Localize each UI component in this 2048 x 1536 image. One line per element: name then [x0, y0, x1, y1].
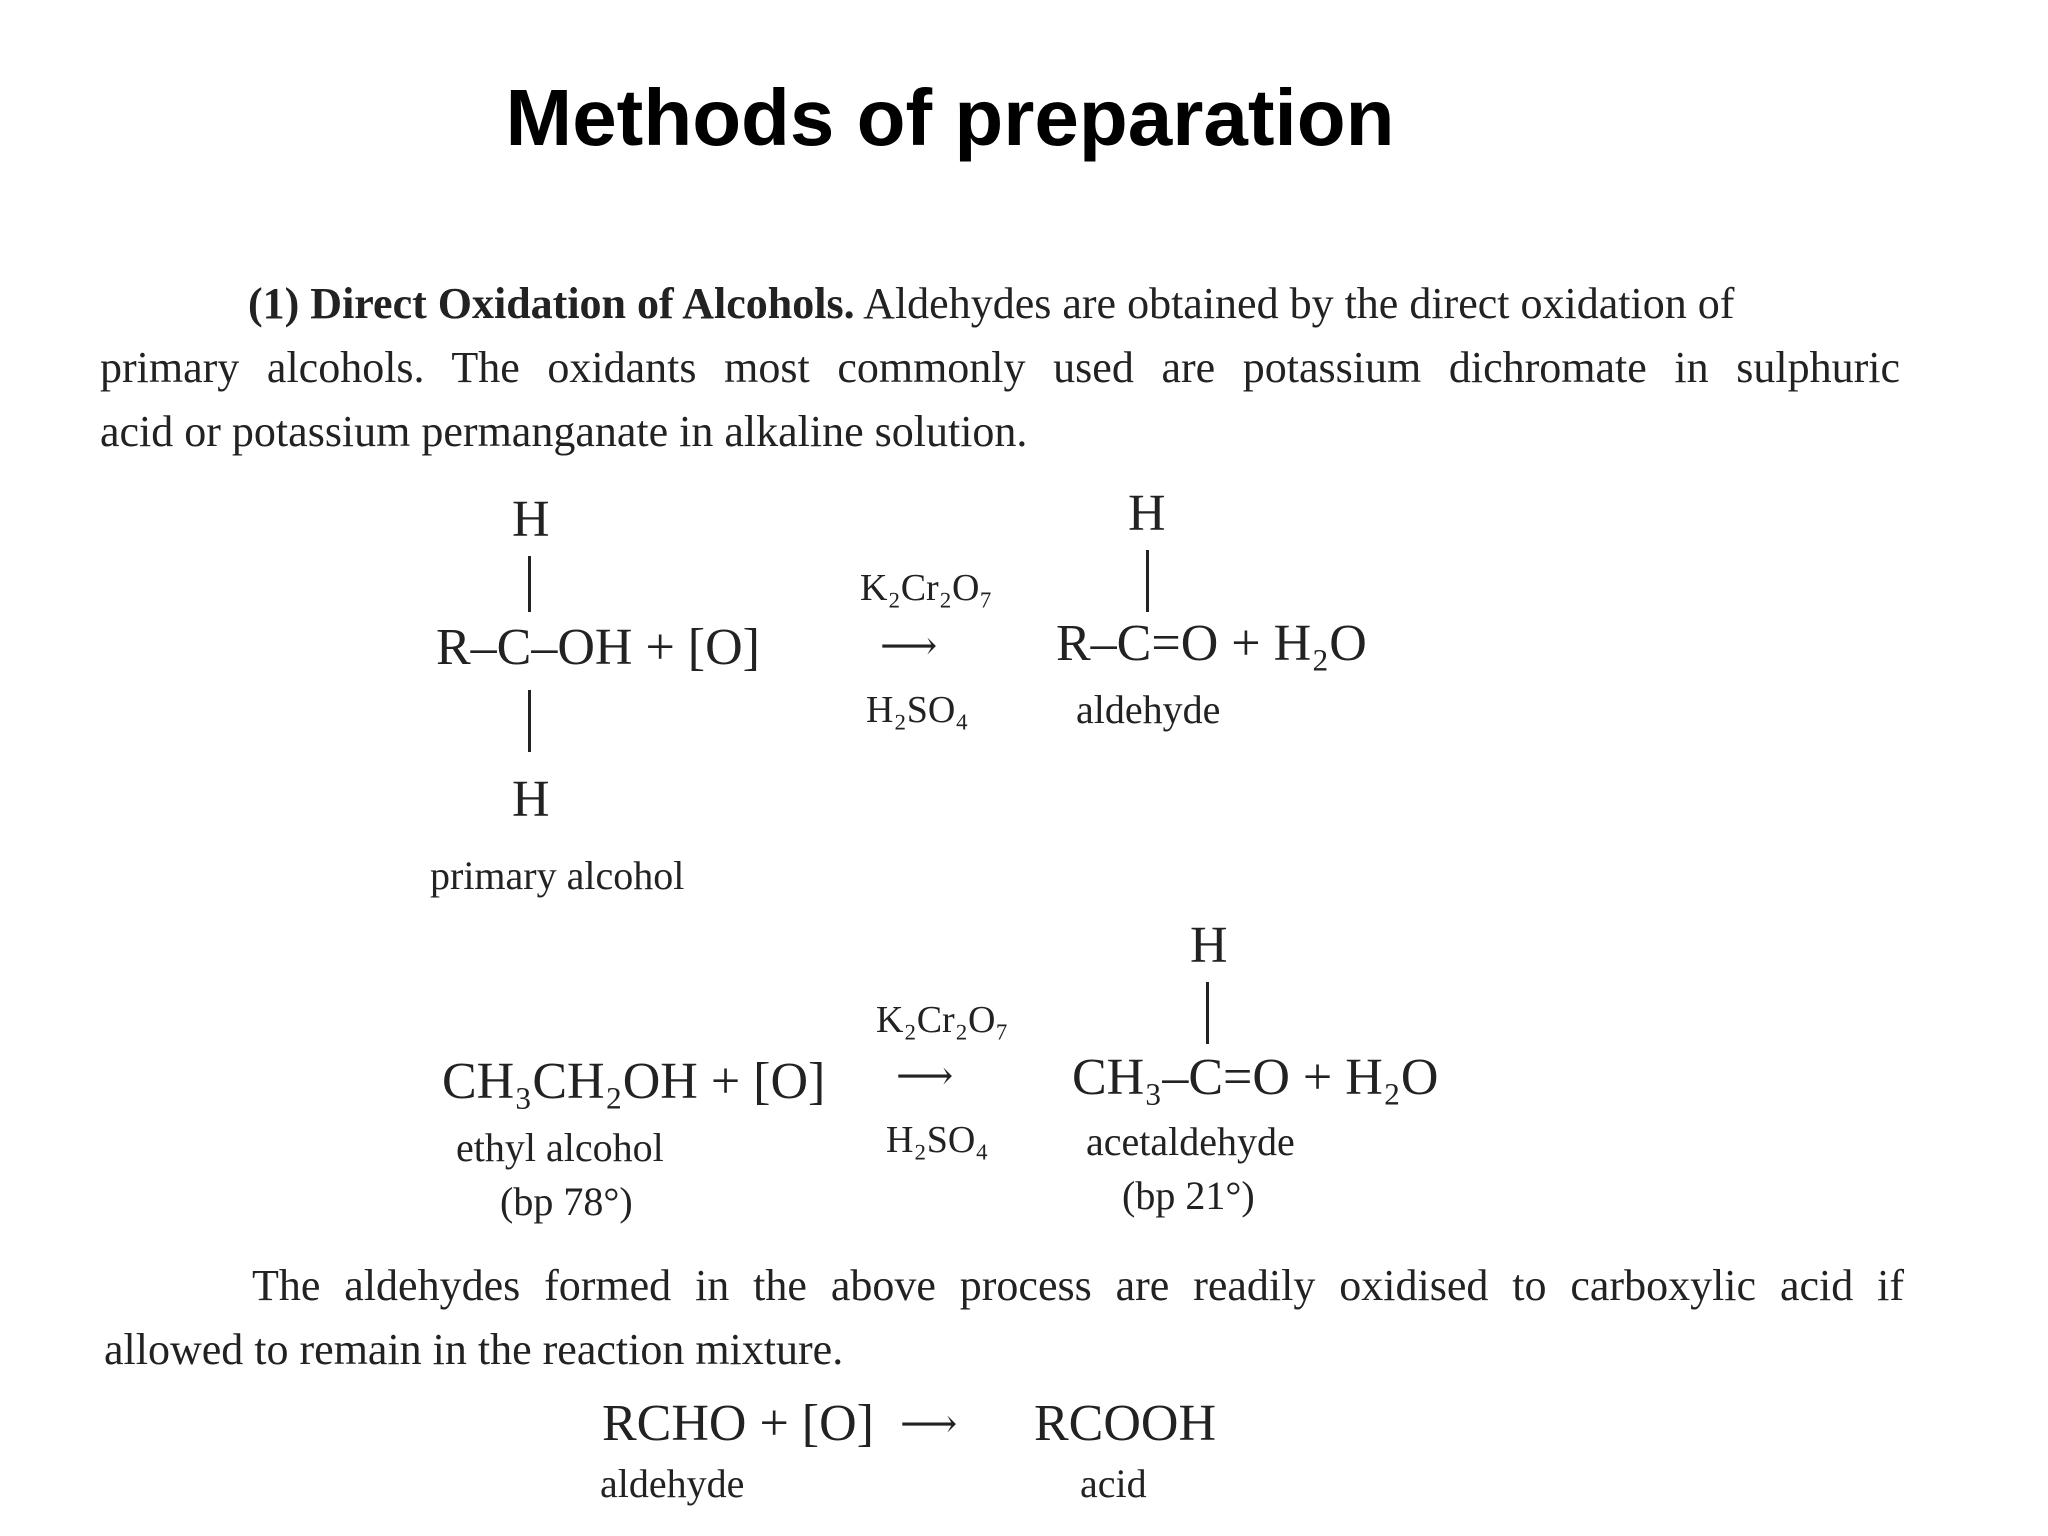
r2-product: CH₃–C=O + H₂O	[1072, 1049, 1439, 1106]
r2-arrow: ⟶	[896, 1053, 954, 1098]
r2-reagent-bottom: H₂SO₄	[886, 1119, 989, 1161]
r1-arrow: ⟶	[880, 623, 938, 668]
r2-product-label: acetaldehyde	[1086, 1119, 1295, 1164]
r3-reactant: RCHO + [O]	[602, 1395, 874, 1452]
r1-bond-bottom-left	[528, 690, 531, 752]
intro-line-3: acid or potassium permanganate in alkaline solution.	[100, 407, 1028, 456]
r2-reactant: CH₃CH₂OH + [O]	[442, 1053, 826, 1110]
note-line-1: The aldehydes formed in the above process are readily oxidised to carboxylic acid if	[252, 1261, 1904, 1310]
r1-h-top-left: H	[512, 491, 550, 548]
r1-product: R–C=O + H₂O	[1056, 615, 1367, 672]
r2-bond-top	[1206, 982, 1209, 1044]
r3-product: RCOOH	[1034, 1395, 1217, 1452]
r1-h-top-right: H	[1128, 485, 1166, 542]
intro-line-1	[100, 272, 1900, 336]
r2-reagent-top: K₂Cr₂O₇	[876, 999, 1009, 1041]
r2-h-top: H	[1190, 917, 1228, 974]
r1-product-label: aldehyde	[1076, 687, 1221, 732]
intro-line-2: primary alcohols. The oxidants most commonly used are potassium dichromate in sulphuric	[100, 343, 1900, 392]
r3-product-label: acid	[1080, 1461, 1147, 1506]
r2-reactant-bp: (bp 78°)	[500, 1179, 633, 1224]
note-paragraph	[104, 1254, 1904, 1382]
r2-reactant-label: ethyl alcohol	[456, 1125, 664, 1170]
r1-reactant-label: primary alcohol	[430, 853, 685, 898]
intro-heading: (1) Direct Oxidation of Alcohols.	[248, 279, 855, 328]
r1-reactant: R–C–OH + [O]	[436, 619, 760, 676]
r1-h-bottom-left: H	[512, 771, 550, 828]
r1-bond-top-left	[528, 556, 531, 612]
r3-reactant-label: aldehyde	[600, 1461, 745, 1506]
page-title: Methods of preparation	[505, 73, 1395, 162]
note-line-2: allowed to remain in the reaction mixture.	[104, 1325, 844, 1374]
r3-arrow: ⟶	[900, 1401, 958, 1446]
r1-reagent-top: K₂Cr₂O₇	[860, 567, 993, 609]
r1-bond-top-right	[1146, 550, 1149, 612]
intro-paragraph	[100, 272, 1900, 464]
r2-product-bp: (bp 21°)	[1122, 1173, 1255, 1218]
r1-reagent-bottom: H₂SO₄	[866, 689, 969, 731]
intro-text-1: Aldehydes are obtained by the direct oxidation of	[863, 279, 1735, 328]
